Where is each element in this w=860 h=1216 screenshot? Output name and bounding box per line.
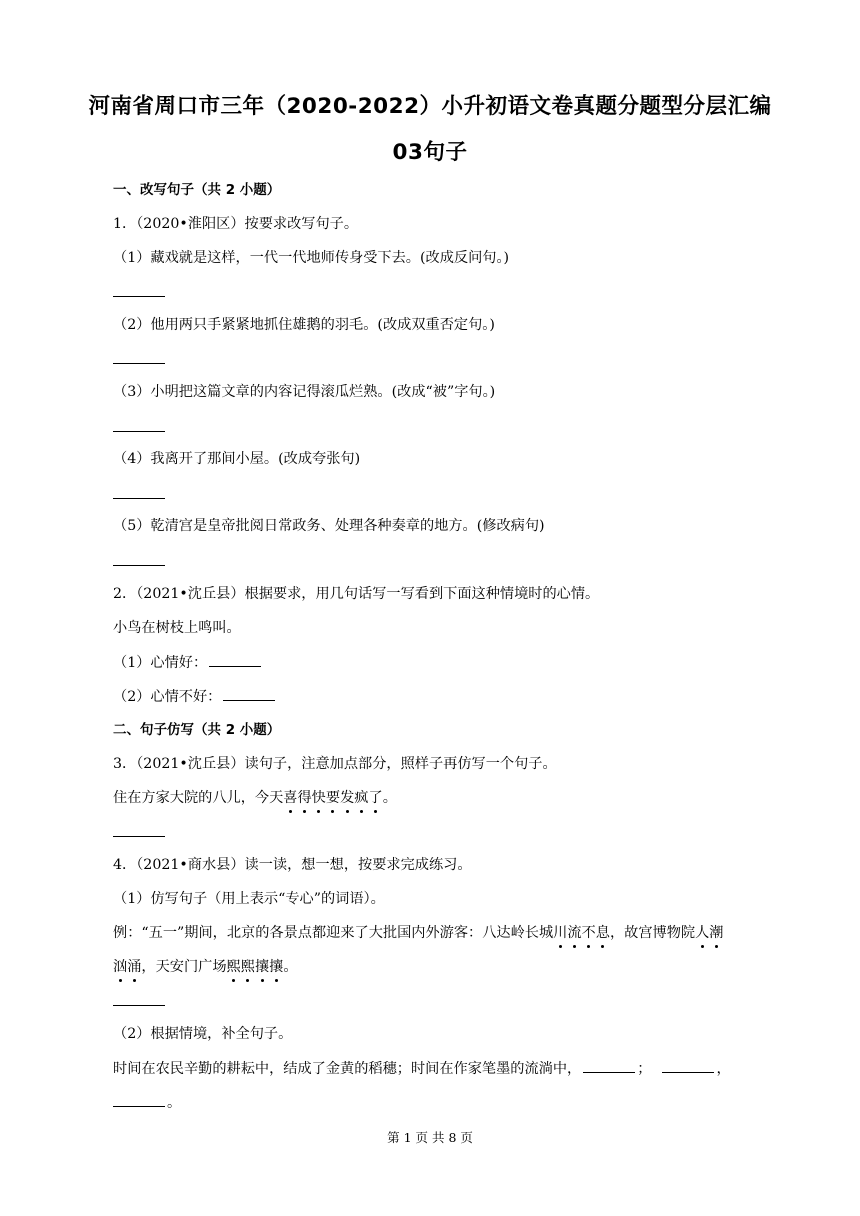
- emphasis-dot-char: 快: [311, 790, 326, 806]
- emphasis-dot-char: 攘: [254, 959, 270, 975]
- question-4-sep2: ，: [716, 1061, 731, 1077]
- answer-line-4-1: [113, 1005, 165, 1006]
- emphasis-dot-char: 熙: [240, 959, 255, 975]
- question-4-example-a: 例：“五一”期间，北京的各景点都迎来了大批国内外游客：八达岭长城: [113, 925, 554, 941]
- question-4-example-h: 。: [283, 959, 298, 975]
- question-2-sub1-label: （1）心情好：: [113, 655, 208, 671]
- question-2-sub2-label: （2）心情不好：: [113, 689, 222, 705]
- question-1-sub3: （3）小明把这篇文章的内容记得滚瓜烂熟。(改成“被”字句。): [113, 384, 496, 400]
- section-heading-imitation: 二、句子仿写（共 2 小题）: [113, 722, 281, 738]
- question-4-example-f: ，天安门广场: [141, 959, 227, 975]
- question-1-sub5: （5）乾清宫是皇帝批阅日常政务、处理各种奏章的地方。(修改病句): [113, 518, 545, 534]
- document-title-line1: 河南省周口市三年（2020-2022）小升初语文卷真题分题型分层汇编: [88, 94, 772, 119]
- answer-line-1-2: [113, 363, 165, 364]
- question-4-complete-line1: [113, 1058, 731, 1079]
- question-4-example-dotted-2: [695, 925, 723, 941]
- answer-line-1-5: [113, 565, 165, 566]
- answer-line-1-1: [113, 296, 165, 297]
- answer-line-3: [113, 836, 165, 837]
- question-1-sub1: （1）藏戏就是这样，一代一代地师传身受下去。(改成反问句。): [113, 250, 510, 266]
- emphasis-dot-char: 了: [368, 790, 383, 806]
- document-title-line2: 03句子: [392, 140, 468, 165]
- question-3-example-dotted: [283, 790, 382, 806]
- question-4-sub1: （1）仿写句子（用上表示“专心”的词语）。: [113, 891, 385, 907]
- question-4-complete-text: 时间在农民辛勤的耕耘中，结成了金黄的稻穗；时间在作家笔墨的流淌中，: [113, 1061, 582, 1077]
- question-2-scene: 小鸟在树枝上鸣叫。: [113, 620, 241, 636]
- emphasis-dot-char: 发: [340, 790, 355, 806]
- emphasis-dot-char: 人: [695, 925, 710, 941]
- question-4-sub2: （2）根据情境，补全句子。: [113, 1026, 293, 1042]
- answer-blank-4-3: [113, 1092, 165, 1107]
- question-4-sep1: ；: [637, 1061, 652, 1077]
- answer-blank-4-1: [583, 1058, 635, 1073]
- emphasis-dot-char: 熙: [226, 959, 241, 975]
- emphasis-dot-char: 息: [595, 925, 610, 941]
- answer-blank-2-2: [223, 686, 275, 701]
- emphasis-dot-char: 要: [325, 790, 341, 806]
- emphasis-dot-char: 不: [581, 925, 596, 941]
- question-4-end: 。: [167, 1095, 182, 1111]
- question-4-example-dotted-4: [227, 959, 284, 975]
- question-4-example-dotted-3: [113, 959, 141, 975]
- emphasis-dot-char: 川: [553, 925, 568, 941]
- question-3-example: [113, 788, 397, 808]
- question-4-stem: 4．（2021•商水县）读一读，想一想，按要求完成练习。: [113, 857, 472, 873]
- page-footer: 第 1 页 共 8 页: [387, 1130, 473, 1145]
- question-4-example-line1: [113, 923, 724, 943]
- emphasis-dot-char: 汹: [113, 959, 128, 975]
- question-3-example-end: 。: [382, 790, 397, 806]
- answer-blank-2-1: [209, 652, 261, 667]
- emphasis-dot-char: 攘: [269, 959, 284, 975]
- answer-line-1-4: [113, 498, 165, 499]
- emphasis-dot-char: 流: [567, 925, 582, 941]
- question-4-complete-line2: [113, 1092, 181, 1113]
- question-4-example-dotted-1: [553, 925, 610, 941]
- question-3-stem: 3．（2021•沈丘县）读句子，注意加点部分，照样子再仿写一个句子。: [113, 756, 557, 772]
- question-1-stem: 1．（2020•淮阳区）按要求改写句子。: [113, 216, 359, 232]
- emphasis-dot-char: 喜: [283, 790, 298, 806]
- question-2-sub1: [113, 652, 263, 673]
- emphasis-dot-char: 疯: [354, 790, 369, 806]
- answer-blank-4-2: [662, 1058, 714, 1073]
- emphasis-dot-char: 潮: [709, 925, 724, 941]
- question-4-example-line2: [113, 957, 298, 977]
- question-2-sub2: [113, 686, 277, 707]
- answer-line-1-3: [113, 431, 165, 432]
- question-3-example-plain: 住在方家大院的八儿，今天: [113, 790, 284, 806]
- emphasis-dot-char: 得: [297, 790, 312, 806]
- question-2-stem: 2．（2021•沈丘县）根据要求，用几句话写一写看到下面这种情境时的心情。: [113, 586, 600, 602]
- question-1-sub2: （2）他用两只手紧紧地抓住雄鹅的羽毛。(改成双重否定句。): [113, 317, 495, 333]
- question-4-example-c: ，故宫博物院: [609, 925, 696, 941]
- section-heading-rewrite: 一、改写句子（共 2 小题）: [113, 182, 281, 198]
- question-1-sub4: （4）我离开了那间小屋。(改成夸张句): [113, 451, 361, 467]
- emphasis-dot-char: 涌: [127, 959, 142, 975]
